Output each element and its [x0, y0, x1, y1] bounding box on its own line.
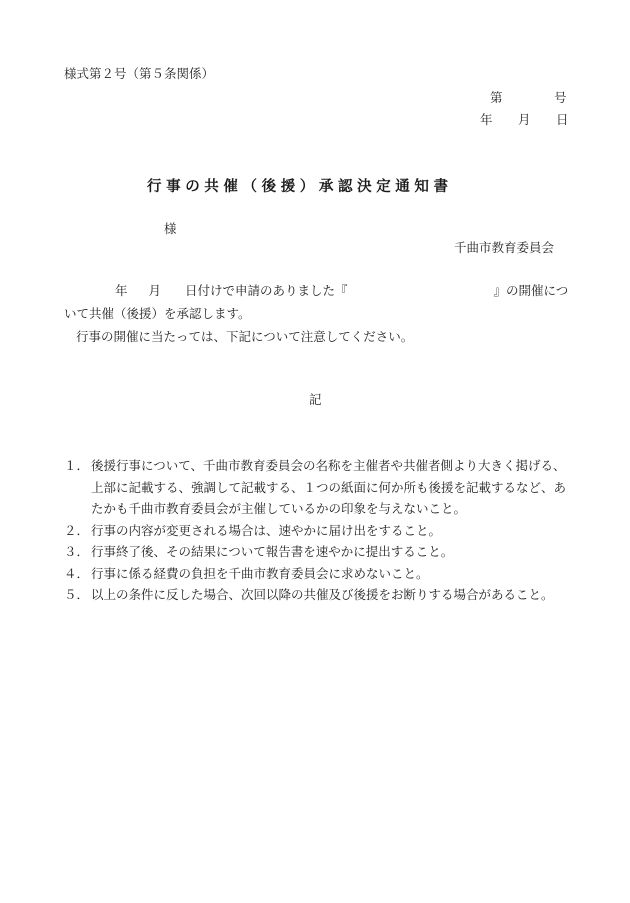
body-application-text: 日付けで申請のありました『	[185, 283, 348, 298]
condition-number: ４．	[64, 565, 90, 581]
condition-number: １．	[64, 458, 90, 473]
condition-item-4	[64, 563, 584, 585]
condition-text: 行事に係る経費の負担を千曲市教育委員会に求めないこと。	[91, 565, 429, 581]
document-title: 行事の共催（後援）承認決定通知書	[147, 178, 453, 195]
date-day: 日	[556, 112, 569, 127]
condition-item-2	[64, 520, 584, 542]
body-year: 年	[115, 283, 128, 298]
body-paragraph	[64, 279, 574, 348]
document-number-prefix: 第	[490, 90, 503, 105]
document-number-suffix: 号	[554, 90, 567, 105]
body-close-text: 』の開催につ	[493, 283, 569, 298]
form-label: 様式第２号（第５条関係）	[64, 66, 215, 81]
condition-item-1	[64, 455, 584, 520]
body-line-3: 行事の開催に当たっては、下記について注意してください。	[76, 329, 414, 344]
condition-number: ５．	[64, 587, 90, 602]
condition-text: 行事終了後、その結果について報告書を速やかに提出すること。	[91, 544, 454, 559]
condition-number: ３．	[64, 544, 90, 559]
ki-heading: 記	[309, 392, 322, 407]
body-line-2: いて共催（後援）を承認します。	[64, 306, 251, 321]
condition-text: 後援行事について、千曲市教育委員会の名称を主催者や共催者側より大きく掲げる、	[91, 458, 566, 473]
condition-item-5	[64, 584, 584, 606]
condition-text: たかも千曲市教育委員会が主催しているかの印象を与えないこと。	[91, 501, 467, 516]
body-month: 月	[148, 283, 162, 298]
condition-text: 上部に記載する、強調して記載する、１つの紙面に何か所も後援を記載するなど、あ	[91, 479, 567, 495]
issuer-name: 千曲市教育委員会	[454, 240, 555, 255]
date-year: 年	[480, 112, 493, 127]
condition-text: 行事の内容が変更される場合は、速やかに届け出をすること。	[91, 522, 442, 538]
date-month: 月	[518, 112, 531, 127]
body-line-1	[64, 279, 574, 302]
condition-number: ２．	[64, 522, 90, 538]
conditions-list	[64, 455, 584, 606]
addressee-suffix: 様	[164, 221, 177, 236]
condition-text: 以上の条件に反した場合、次回以降の共催及び後援をお断りする場合があること。	[91, 587, 554, 602]
condition-item-3	[64, 541, 584, 563]
